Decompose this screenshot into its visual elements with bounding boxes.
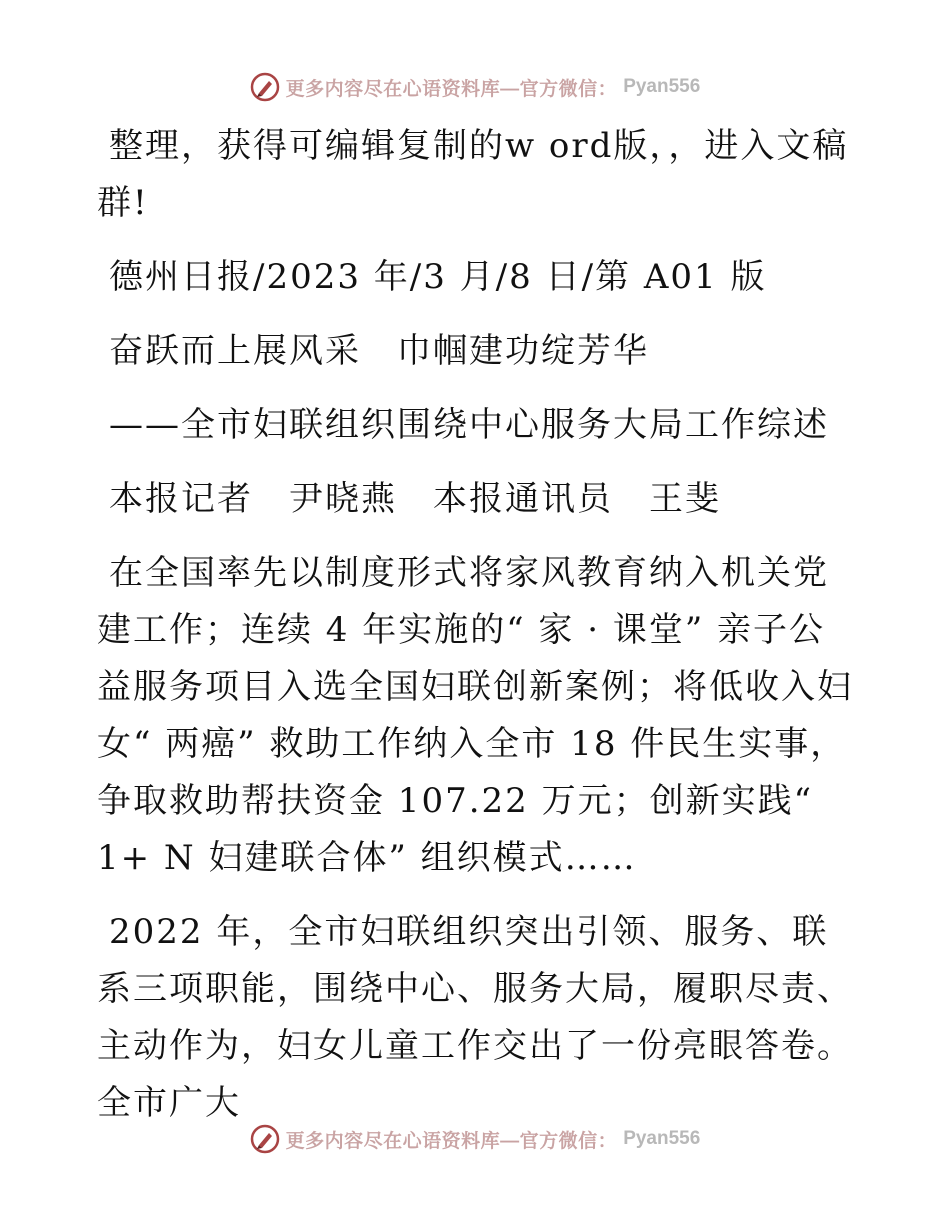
watermark-wechat-id: Pyan556 [623,1128,701,1149]
pen-circle-icon [250,72,280,102]
article-byline: 本报记者 尹晓燕 本报通讯员 王斐 [109,479,721,519]
publication-info: 德州日报/2023 年/3 月/8 日/第 A01 版 [109,257,767,297]
watermark-footer [0,1124,950,1154]
body-paragraph: 在全国率先以制度形式将家风教育纳入机关党建工作；连续 4 年实施的“ 家 · 课堂” 亲子公益服务项目入选全国妇联创新案例；将低收入妇女“ 两癌” 救助工作纳入全市 18 件民生实事，争取救助帮扶资金 107.22 万元；创新实践“ 1+ N 妇建联合体” 组织模式…… [97,553,853,878]
watermark-text: 更多内容尽在心语资料库—官方微信： [285,78,618,100]
watermark-wechat-id: Pyan556 [623,76,701,97]
body-paragraph: 2022 年，全市妇联组织突出引领、服务、联系三项职能，围绕中心、服务大局，履职尽责、主动作为，妇女儿童工作交出了一份亮眼答卷。全市广大 [97,912,853,1123]
document-body [97,118,857,1149]
pen-circle-icon [250,1124,280,1154]
intro-note: 整理，获得可编辑复制的w ord版，，进入文稿群! [97,126,849,223]
watermark-text: 更多内容尽在心语资料库—官方微信： [285,1130,618,1152]
article-title: 奋跃而上展风采 巾帼建功绽芳华 [109,331,649,371]
watermark-header [0,72,950,102]
article-subtitle: ——全市妇联组织围绕中心服务大局工作综述 [109,405,829,445]
